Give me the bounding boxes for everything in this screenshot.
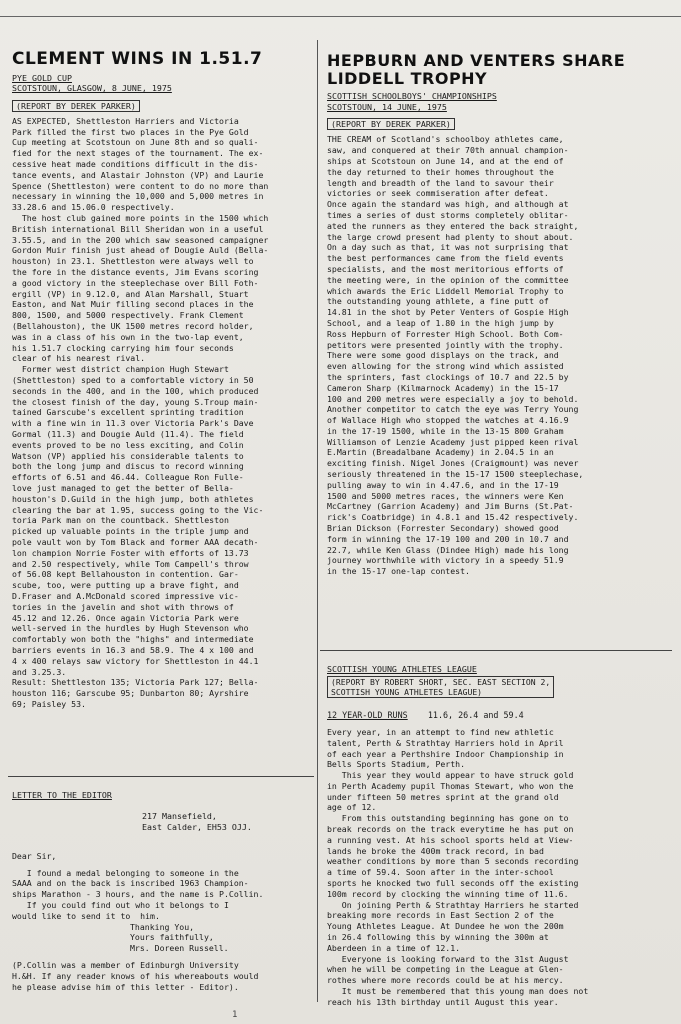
article-pye-gold-cup — [12, 38, 312, 710]
text-line: both the long jump and discus to record winning — [12, 461, 244, 472]
text-line: he please advise him of this letter - Editor). — [12, 981, 239, 992]
text-line: E.Martin (Breadalbane Academy) in 2.04.5 in an — [327, 447, 554, 458]
text-line: Once again the standard was high, and although at — [327, 199, 569, 210]
headline: HEPBURN AND VENTERS SHARE LIDDELL TROPHY — [327, 51, 626, 88]
text-line: (P.Collin was a member of Edinburgh University — [12, 959, 239, 970]
text-line: the best performances came from the field events — [327, 253, 564, 264]
report-byline-line: SCOTTISH YOUNG ATHLETES LEAGUE) — [331, 686, 483, 697]
text-line: with a fine win in 11.3 over Victoria Park's Dave — [12, 418, 254, 429]
text-line: 4 x 400 relays saw victory for Shettleston in 44.1 — [12, 655, 259, 666]
text-line: lon champion Norrie Foster with efforts of 13.73 — [12, 547, 249, 558]
text-line: Young Athletes League. At Dundee he won the 200m — [327, 921, 564, 932]
article-liddell-trophy — [327, 38, 667, 577]
text-line: rick's Coatbridge) in 4.8.1 and 15.42 respectively. — [327, 512, 579, 523]
text-line: It must be remembered that this young man does not — [327, 986, 589, 997]
text-line: age of 12. — [327, 802, 377, 813]
text-line: Everyone is looking forward to the 31st August — [327, 953, 569, 964]
text-line: toria Park man on the countback. Shettleston — [12, 515, 229, 526]
text-line: times a series of dust storms completely oblitar- — [327, 209, 569, 220]
text-line: exciting finish. Nigel Jones (Craigmount) was never — [327, 458, 579, 469]
text-line: the outstanding young athlete, a fine putt of — [327, 296, 549, 307]
text-line: Another competitor to catch the eye was Terry Young — [327, 404, 579, 415]
text-line: School, and a leap of 1.80 in the high jump by — [327, 317, 554, 328]
event-name: SCOTTISH SCHOOLBOYS' CHAMPIONSHIPS — [327, 91, 497, 102]
text-line: length and breadth of the land to savour their — [327, 177, 554, 188]
text-line: 1500 and 5000 metres races, the winners were Ken — [327, 490, 564, 501]
text-line: would like to send it to him. — [12, 910, 160, 921]
text-line: On joining Perth & Strathtay Harriers he started — [327, 899, 579, 910]
text-line: even allowing for the strong wind which assisted — [327, 361, 564, 372]
letter-address-line: East Calder, EH53 OJJ. — [142, 821, 252, 832]
text-line: On a day such as that, it was not surprising that — [327, 242, 569, 253]
text-line: This year they would appear to have struck gold — [327, 770, 574, 781]
text-line: 800, 1500, and 5000 respectively. Frank Clement — [12, 310, 244, 321]
text-line: tories in the javelin and shot with throws of — [12, 601, 234, 612]
text-line: the fore in the distance events, Jim Evans scoring — [12, 267, 259, 278]
text-line: Gordon Muir finish just ahead of Dougie Auld (Bella- — [12, 245, 269, 256]
text-line: houston 116; Garscube 95; Dunbarton 80; Ayrshire — [12, 688, 249, 699]
text-line: ships at Scotstoun on June 14, and at the end of — [327, 155, 564, 166]
text-line: scube, too, were putting up a brave fight, and — [12, 580, 239, 591]
text-line: SAAA and on the back is inscribed 1963 Champion- — [12, 878, 249, 889]
text-line: There were some good displays on the track, and — [327, 350, 559, 361]
event-name: PYE GOLD CUP — [12, 72, 72, 83]
text-line: Spence (Shettleston) were content to do no more than — [12, 180, 269, 191]
text-line: of 56.08 kept Bellahouston in contention. Gar- — [12, 569, 239, 580]
text-line: rothes where more records could be at his mercy. — [327, 975, 564, 986]
text-line: in 26.4 following this by winning the 300m at — [327, 932, 549, 943]
text-line: break records on the track everytime he has put on — [327, 824, 574, 835]
editor-note — [12, 960, 312, 992]
text-line: Bells Sports Stadium, Perth. — [327, 759, 466, 770]
text-line: under fifteen 50 metres sprint at the grand old — [327, 791, 559, 802]
text-line: clear of his nearest rival. — [12, 353, 146, 364]
letter-address-line: 217 Mansefield, — [142, 810, 217, 821]
text-line: (Bellahouston), the UK 1500 metres record holder, — [12, 321, 254, 332]
letter-signature: Mrs. Doreen Russell. — [130, 943, 229, 954]
text-line: tance events, and Alastair Johnston (VP) and Laurie — [12, 169, 264, 180]
report-byline-line: (REPORT BY ROBERT SHORT, SEC. EAST SECTION 2, — [331, 676, 551, 687]
letter-closing: Yours faithfully, — [130, 932, 214, 943]
text-line: (Shettleston) sped to a comfortable victory in 50 — [12, 375, 254, 385]
event-location-date: SCOTSTOUN, GLASGOW, 8 JUNE, 1975 — [12, 83, 172, 94]
text-line: Former west district champion Hugh Stewart — [12, 364, 229, 375]
text-line: saw, and conquered at their 70th annual champion- — [327, 145, 569, 156]
text-line: and 2.50 respectively, while Tom Campell's throw — [12, 558, 249, 569]
text-line: which awards the Eric Liddell Memorial Trophy to — [327, 285, 564, 296]
text-line: Park filled the first two places in the Pye Gold — [12, 126, 249, 137]
text-line: events proved to be no less exciting, and Colin — [12, 439, 244, 450]
text-line: 100m record by clocking the winning time of 11.6. — [327, 888, 569, 899]
text-line: picked up valuable points in the triple jump and — [12, 526, 249, 537]
text-line: Brian Dickson (Forrester Secondary) showed good — [327, 523, 559, 534]
report-byline: (REPORT BY DEREK PARKER) — [327, 118, 455, 130]
text-line: The host club gained more points in the 1500 which — [12, 213, 269, 224]
text-line: of each year a Perthshire Indoor Championship in — [327, 748, 564, 759]
event-location-date: SCOTSTOUN, 14 JUNE, 1975 — [327, 101, 447, 112]
text-line: Watson (VP) applied his considerable talents to — [12, 450, 244, 461]
text-line: ated the runners as they entered the back straight, — [327, 220, 579, 231]
text-line: Every year, in an attempt to find new athletic — [327, 726, 554, 737]
text-line: specialists, and the most meritorious efforts of — [327, 263, 564, 274]
text-line: seconds in the 400, and in the 100, which produced — [12, 385, 259, 396]
text-line: was in a class of his own in the two-lap event, — [12, 331, 244, 342]
text-line: 3.55.5, and in the 200 which saw seasoned campaigner — [12, 234, 269, 245]
letter-closing: Thanking You, — [130, 921, 195, 932]
headline: CLEMENT WINS IN 1.51.7 — [12, 49, 263, 69]
article-young-athletes-league — [327, 656, 669, 1008]
text-line: pulling away to win in 4.47.6, and in the 17-19 — [327, 479, 559, 490]
text-line: a running vest. At his school sports held at View- — [327, 834, 574, 845]
text-line: Easton, and Nat Muir filling second places in the — [12, 299, 254, 310]
text-line: love just managed to get the better of Bella- — [12, 482, 234, 493]
text-line: when he will be competing in the League at Glen- — [327, 964, 564, 975]
text-line: Aberdeen in a time of 12.1. — [327, 942, 461, 953]
text-line: talent, Perth & Strathtay Harriers hold in April — [327, 737, 564, 748]
article-subheading — [327, 710, 669, 721]
text-line: Cameron Sharp (Kilmarnock Academy) in the 15-17 — [327, 382, 559, 393]
top-rule — [0, 16, 681, 17]
article-body — [327, 727, 669, 1008]
text-line: Ross Hepburn of Forrester High School. Both Com- — [327, 328, 564, 339]
text-line: houston's D.Guild in the high jump, both athletes — [12, 493, 254, 504]
section-heading: SCOTTISH YOUNG ATHLETES LEAGUE — [327, 664, 477, 674]
text-line: form in winning the 17-19 100 and 200 in 10.7 and — [327, 533, 569, 544]
text-line: victories or seek commiseration after defeat. — [327, 188, 549, 199]
text-line: THE CREAM of Scotland's schoolboy athletes came, — [327, 134, 564, 145]
text-line: From this outstanding beginning has gone on to — [327, 813, 569, 824]
text-line: the closest finish of the day, young S.Troup main- — [12, 396, 259, 407]
text-line: efforts of 6.51 and 46.44. Colleague Ron Fulle- — [12, 472, 244, 483]
text-line: I found a medal belonging to someone in the — [12, 867, 239, 878]
text-line: necessary in winning the 10,000 and 5,000 metres in — [12, 191, 264, 202]
text-line: petitors were presented jointly with the trophy. — [327, 339, 564, 350]
text-line: in the 15-17 one-lap contest. — [327, 566, 470, 577]
text-line: H.&H. If any reader knows of his whereabouts would — [12, 970, 259, 981]
subheading-label: 12 YEAR-OLD RUNS — [327, 709, 408, 720]
text-line: fied for the next stages of the tournament. The ex- — [12, 148, 264, 159]
text-line: Result: Shettleston 135; Victoria Park 127; Bella- — [12, 677, 259, 688]
column-divider — [317, 40, 318, 1002]
text-line: the meeting were, in the opinion of the committee — [327, 274, 569, 285]
text-line: 69; Paisley 53. — [12, 698, 86, 709]
report-byline: (REPORT BY DEREK PARKER) — [12, 100, 140, 112]
letter-body — [12, 868, 312, 922]
text-line: pole vault won by Tom Black and former AAA decath- — [12, 536, 259, 547]
text-line: tained Garscube's excellent sprinting tradition — [12, 407, 244, 418]
text-line: cessive heat made conditions difficult in the dis- — [12, 159, 259, 170]
text-line: Cup meeting at Scotstoun on June 8th and so quali- — [12, 137, 259, 148]
text-line: journey worthwhile with victory in a speedy 51.9 — [327, 555, 564, 566]
text-line: 33.28.6 and 15.06.0 respectively. — [12, 202, 175, 213]
text-line: the sprinters, fast clockings of 10.7 and 22.5 by — [327, 371, 569, 382]
text-line: sports he knocked two full seconds off the existing — [327, 878, 579, 889]
text-line: comfortably won both the "highs" and intermediate — [12, 634, 254, 645]
text-line: 45.12 and 12.26. Once again Victoria Park were — [12, 612, 239, 623]
text-line: McCartney (Garrion Academy) and Jim Burns (St.Pat- — [327, 501, 574, 512]
text-line: ergill (VP) in 9.12.0, and Alan Marshall, Stuart — [12, 288, 249, 299]
text-line: in Perth Academy pupil Thomas Stewart, who won the — [327, 780, 574, 791]
letter-salutation: Dear Sir, — [12, 850, 57, 861]
section-divider — [320, 650, 672, 651]
text-line: a time of 59.4. Soon after in the inter-school — [327, 867, 554, 878]
text-line: weather conditions by more than 5 seconds recording — [327, 856, 579, 867]
text-line: seriously threatened in the 15-17 1500 steeplechase, — [327, 469, 584, 480]
text-line: reach his 13th birthday until August this year. — [327, 996, 559, 1007]
text-line: well-served in the hurdles by Hugh Stevenson who — [12, 623, 249, 634]
text-line: the large crowd present had plenty to shout about. — [327, 231, 574, 242]
report-byline — [327, 676, 554, 698]
text-line: houston) in 23.1. Shettleston were always well to — [12, 256, 254, 267]
text-line: the day returned to their homes throughout the — [327, 166, 554, 177]
text-line: 22.7, while Ken Glass (Dindee High) made his long — [327, 544, 569, 555]
text-line: 100 and 200 metres were especially a joy to behold. — [327, 393, 579, 404]
text-line: AS EXPECTED, Shettleston Harriers and Victoria — [12, 115, 239, 126]
text-line: lands he broke the 400m track record, in bad — [327, 845, 544, 856]
text-line: If you could find out who it belongs to I — [12, 899, 229, 910]
text-line: in the 17-19 1500, while in the 13-15 800 Graham — [327, 425, 564, 436]
text-line: British international Bill Sheridan won in a useful — [12, 223, 264, 234]
page-mark: 1 — [232, 1010, 238, 1020]
text-line: Williamson of Lenzie Academy just pipped keen rival — [327, 436, 579, 447]
text-line: Gormal (11.3) and Dougie Auld (11.4). The field — [12, 428, 244, 439]
article-body — [12, 116, 312, 710]
text-line: barriers events in 16.3 and 58.9. The 4 x 100 and — [12, 644, 254, 655]
text-line: breaking more records in East Section 2 of the — [327, 910, 554, 921]
article-body — [327, 134, 667, 577]
text-line: and 3.25.3. — [12, 666, 67, 677]
text-line: clearing the bar at 1.95, success going to the Vic- — [12, 504, 264, 515]
text-line: 14.81 in the shot by Peter Venters of Gospie High — [327, 307, 569, 318]
text-line: his 1.51.7 clocking carrying him four seconds — [12, 342, 234, 353]
text-line: D.Fraser and A.McDonald scored impressive vic- — [12, 590, 239, 601]
letter-to-editor — [12, 790, 312, 992]
text-line: ships Marathon - 3 hours, and the name is P.Collin. — [12, 889, 264, 900]
letter-heading: LETTER TO THE EDITOR — [12, 790, 112, 800]
text-line: a good victory in the steeplechase over Bill Foth- — [12, 277, 259, 288]
section-divider — [8, 776, 314, 777]
subheading-times: 11.6, 26.4 and 59.4 — [427, 709, 524, 720]
text-line: of Wallace High who stopped the watches at 4.16.9 — [327, 415, 569, 426]
